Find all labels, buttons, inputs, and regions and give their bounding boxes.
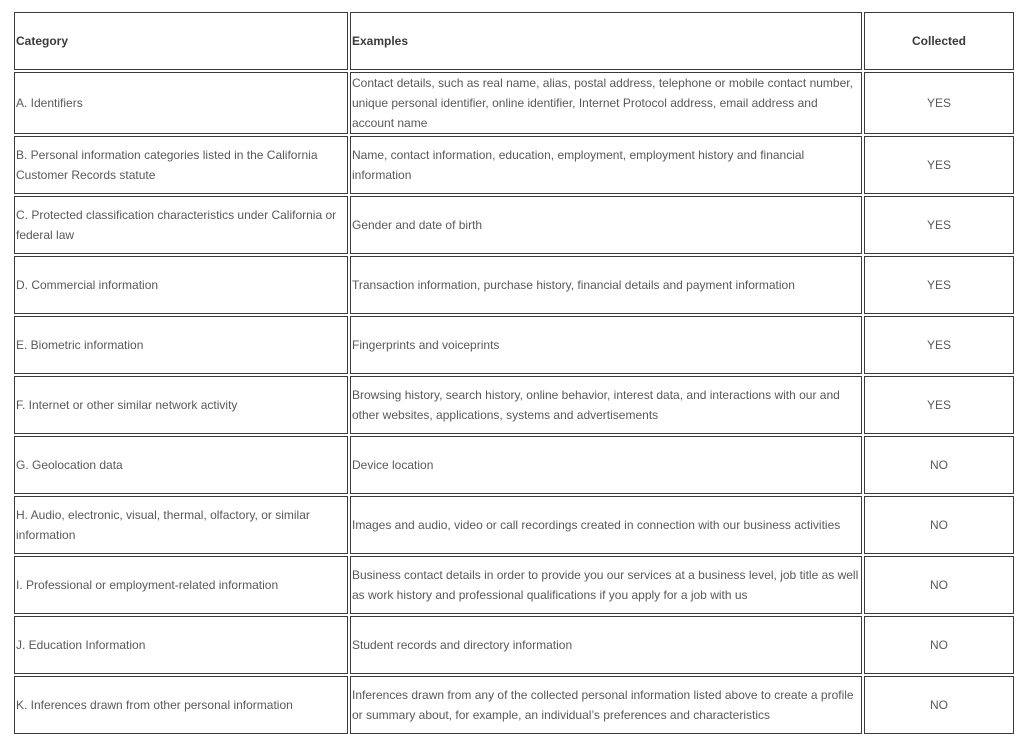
- table-row: [14, 72, 1014, 134]
- row-examples: Transaction information, purchase history, financial details and payment information: [350, 256, 862, 314]
- table-row: [14, 436, 1014, 494]
- row-category: E. Biometric information: [14, 316, 348, 374]
- data-collection-table: [12, 10, 1016, 736]
- row-collected: NO: [864, 676, 1014, 734]
- row-category: C. Protected classification characteristics under California or federal law: [14, 196, 348, 254]
- table-row: [14, 136, 1014, 194]
- row-category: K. Inferences drawn from other personal information: [14, 676, 348, 734]
- table-row: [14, 496, 1014, 554]
- header-examples: Examples: [350, 12, 862, 70]
- row-collected: YES: [864, 196, 1014, 254]
- row-examples: Fingerprints and voiceprints: [350, 316, 862, 374]
- row-examples: Images and audio, video or call recordings created in connection with our business activities: [350, 496, 862, 554]
- row-examples: Browsing history, search history, online behavior, interest data, and interactions with our and other websites, applications, systems and advertisements: [350, 376, 862, 434]
- row-examples: Student records and directory information: [350, 616, 862, 674]
- row-collected: YES: [864, 72, 1014, 134]
- row-category: H. Audio, electronic, visual, thermal, olfactory, or similar information: [14, 496, 348, 554]
- row-examples: Inferences drawn from any of the collected personal information listed above to create a profile or summary about, for example, an individual’s preferences and characteristics: [350, 676, 862, 734]
- row-collected: NO: [864, 616, 1014, 674]
- row-collected: NO: [864, 436, 1014, 494]
- row-examples: Gender and date of birth: [350, 196, 862, 254]
- table-row: [14, 316, 1014, 374]
- header-collected: Collected: [864, 12, 1014, 70]
- row-examples: Device location: [350, 436, 862, 494]
- row-examples: Name, contact information, education, employment, employment history and financial information: [350, 136, 862, 194]
- row-category: F. Internet or other similar network activity: [14, 376, 348, 434]
- data-collection-table-wrapper: [12, 10, 1016, 736]
- table-row: [14, 616, 1014, 674]
- row-examples: Contact details, such as real name, alias, postal address, telephone or mobile contact number, unique personal identifier, online identifier, Internet Protocol address, email address and account name: [350, 72, 862, 134]
- row-category: G. Geolocation data: [14, 436, 348, 494]
- row-collected: NO: [864, 556, 1014, 614]
- table-row: [14, 256, 1014, 314]
- row-category: B. Personal information categories listed in the California Customer Records statute: [14, 136, 348, 194]
- row-collected: YES: [864, 136, 1014, 194]
- header-category: Category: [14, 12, 348, 70]
- row-collected: YES: [864, 316, 1014, 374]
- table-row: [14, 556, 1014, 614]
- table-row: [14, 676, 1014, 734]
- row-collected: YES: [864, 256, 1014, 314]
- table-header-row: [14, 12, 1014, 70]
- row-collected: NO: [864, 496, 1014, 554]
- table-row: [14, 376, 1014, 434]
- row-collected: YES: [864, 376, 1014, 434]
- row-category: I. Professional or employment-related information: [14, 556, 348, 614]
- row-category: J. Education Information: [14, 616, 348, 674]
- row-category: A. Identifiers: [14, 72, 348, 134]
- table-row: [14, 196, 1014, 254]
- row-examples: Business contact details in order to provide you our services at a business level, job title as well as work history and professional qualifications if you apply for a job with us: [350, 556, 862, 614]
- row-category: D. Commercial information: [14, 256, 348, 314]
